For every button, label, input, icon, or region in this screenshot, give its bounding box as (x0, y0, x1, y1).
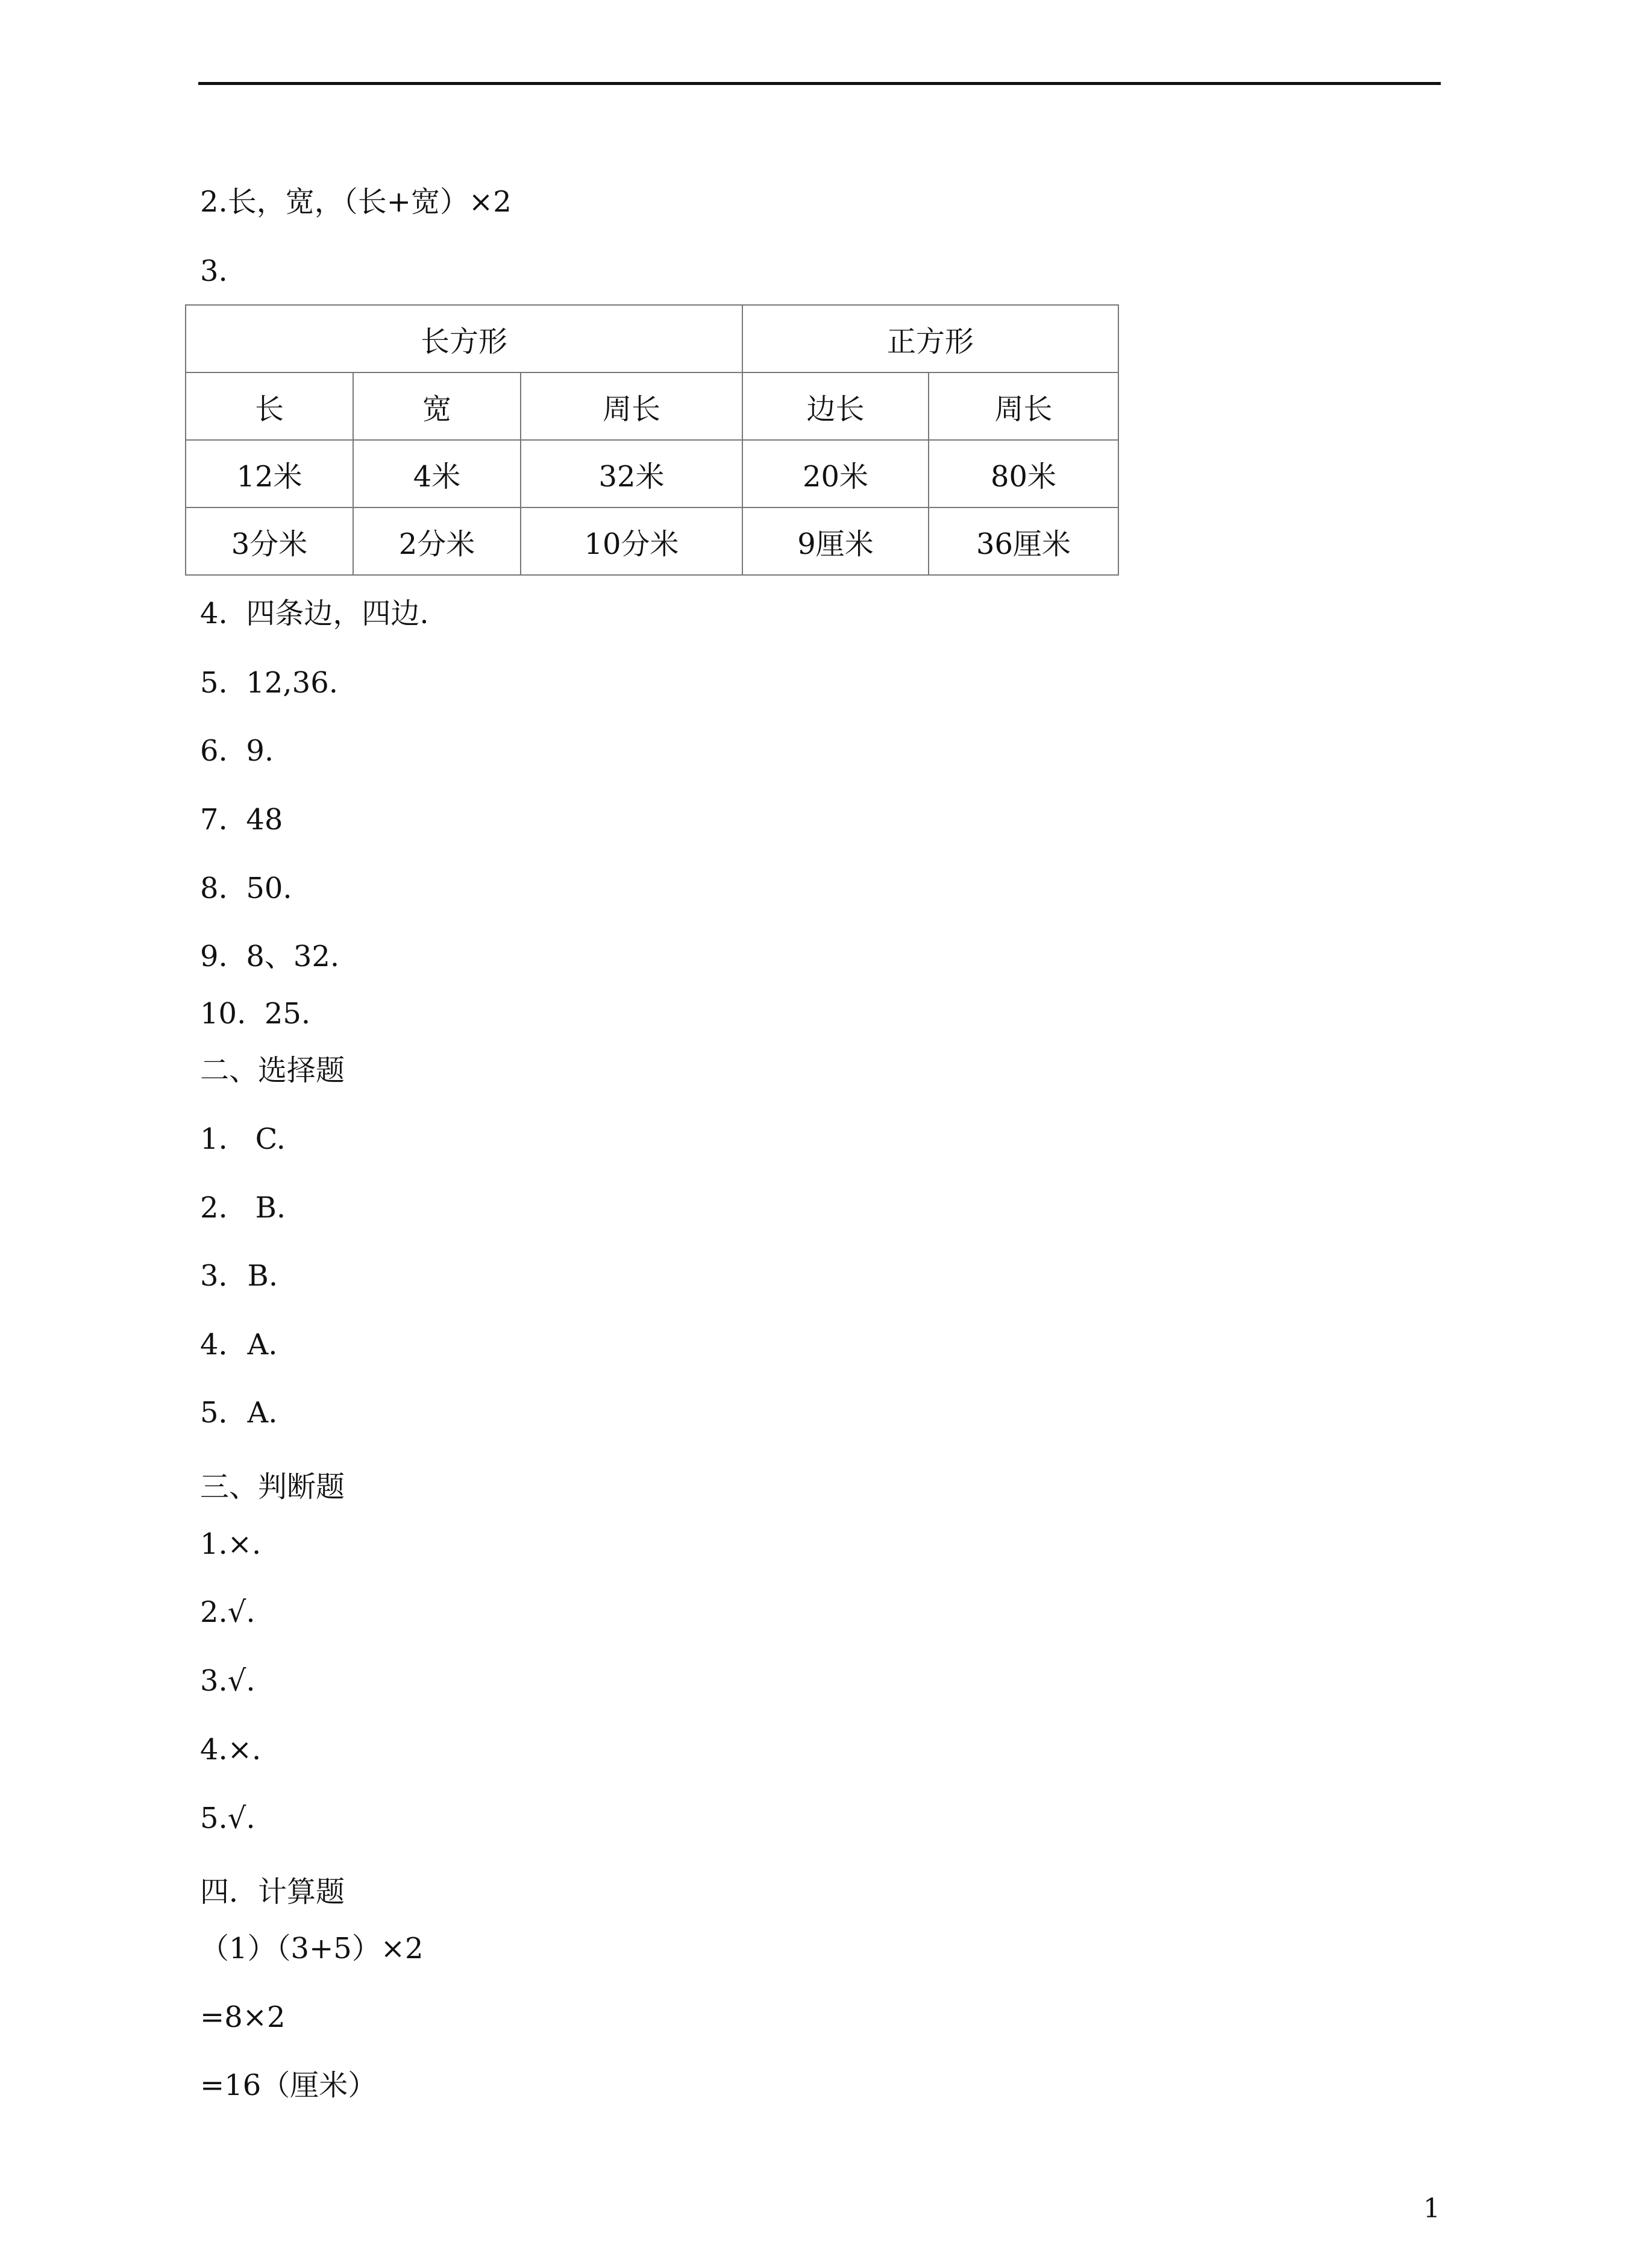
table-cell: 9厘米 (742, 507, 929, 575)
answer-line: 7. 48 (200, 803, 283, 837)
answer-line: 1. C. (200, 1122, 286, 1156)
table-row (186, 440, 1118, 507)
section-heading: 二、选择题 (200, 1054, 345, 1087)
table-group-header: 长方形 (186, 305, 742, 372)
table-cell: 12米 (186, 440, 353, 507)
table-cell: 10分米 (521, 507, 742, 575)
table-cell: 32米 (521, 440, 742, 507)
answer-line: 4．A. (200, 1328, 278, 1362)
perimeter-table (185, 304, 1119, 576)
answer-line: 1.×. (200, 1527, 262, 1561)
table-column-header: 周长 (521, 372, 742, 440)
table-column-header: 边长 (742, 372, 929, 440)
table-cell: 4米 (353, 440, 521, 507)
answer-line: 5．A. (200, 1396, 278, 1430)
table-cell: 20米 (742, 440, 929, 507)
answer-line: =16（厘米） (200, 2069, 377, 2102)
answer-line: 5.√. (200, 1802, 255, 1835)
table-column-header: 长 (186, 372, 353, 440)
section-heading: 三、判断题 (200, 1470, 345, 1504)
table-row (186, 507, 1118, 575)
table-cell: 2分米 (353, 507, 521, 575)
header-rule (198, 82, 1441, 85)
answer-line: 2.√. (200, 1595, 255, 1629)
answer-line: 5. 12,36. (200, 666, 338, 700)
table-column-header: 宽 (353, 372, 521, 440)
answer-line: 2.长，宽，（长+宽）×2 (200, 185, 512, 219)
answer-line: 9. 8、32. (200, 940, 340, 973)
table-group-header: 正方形 (742, 305, 1118, 372)
answer-line: 4.×. (200, 1733, 262, 1767)
answer-line: 4. 四条边，四边. (200, 597, 429, 630)
answer-line: 8. 50. (200, 872, 292, 905)
answer-line: 3．B. (200, 1259, 278, 1293)
table-column-header-row (186, 372, 1118, 440)
answer-line: 6. 9. (200, 734, 274, 768)
answer-line: （1）（3+5）×2 (200, 1932, 424, 1965)
table-column-header: 周长 (929, 372, 1118, 440)
table-cell: 80米 (929, 440, 1118, 507)
answer-line: 3.√. (200, 1664, 255, 1698)
table-cell: 36厘米 (929, 507, 1118, 575)
answer-line: 10. 25. (200, 997, 311, 1031)
table-group-header-row (186, 305, 1118, 372)
answer-line: 3. (200, 254, 228, 288)
section-heading: 四．计算题 (200, 1875, 345, 1909)
table-cell: 3分米 (186, 507, 353, 575)
page-number: 1 (1423, 2193, 1440, 2224)
answer-line: =8×2 (200, 2000, 286, 2034)
answer-line: 2. B. (200, 1191, 286, 1225)
